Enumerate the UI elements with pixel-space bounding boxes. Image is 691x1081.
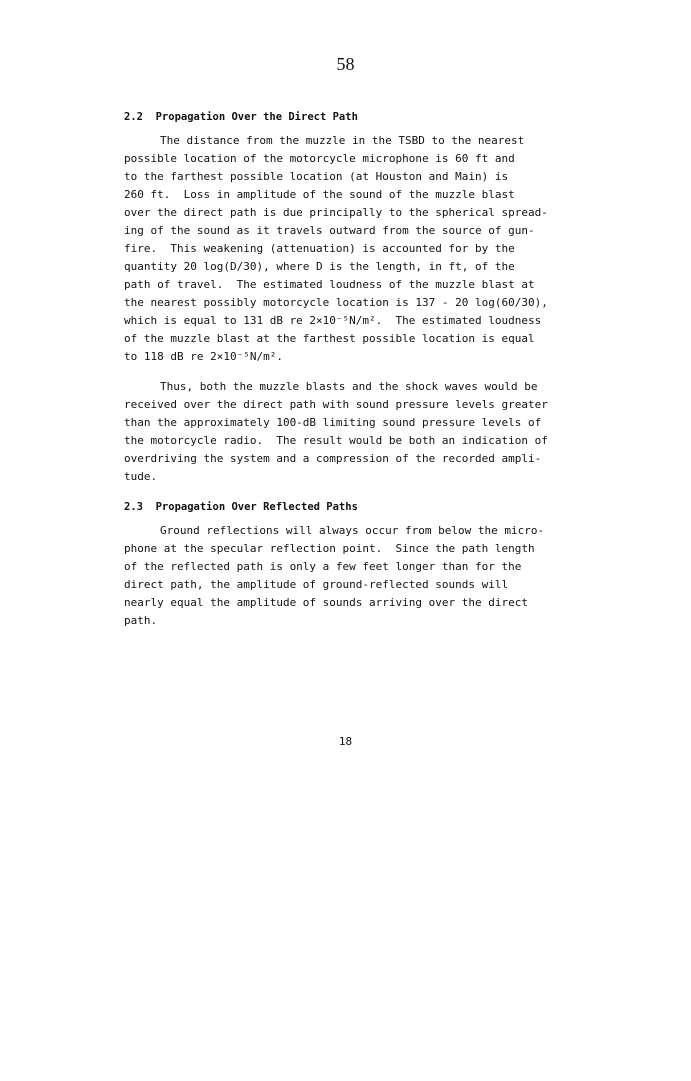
text-line: direct path, the amplitude of ground-reflected sounds will: [124, 578, 509, 591]
text-line: Thus, both the muzzle blasts and the shock waves would be: [160, 380, 538, 393]
section-heading: 2.2 Propagation Over the Direct Path: [124, 111, 358, 123]
paragraph: [124, 378, 594, 486]
text-line: nearly equal the amplitude of sounds arriving over the direct: [124, 596, 528, 609]
text-line: to the farthest possible location (at Houston and Main) is: [124, 170, 509, 183]
text-line: of the reflected path is only a few feet longer than for the: [124, 560, 522, 573]
paragraph: [124, 522, 594, 630]
text-line: quantity 20 log(D/30), where D is the length, in ft, of the: [124, 260, 515, 273]
text-line: the nearest possibly motorcycle location is 137 - 20 log(60/30),: [124, 296, 548, 309]
text-line: of the muzzle blast at the farthest possible location is equal: [124, 332, 535, 345]
document-body: [124, 108, 594, 630]
section-2-2: [124, 108, 594, 486]
archive-page-number: 58: [336, 54, 355, 74]
text-line: fire. This weakening (attenuation) is accounted for by the: [124, 242, 515, 255]
text-line: 260 ft. Loss in amplitude of the sound of the muzzle blast: [124, 188, 515, 201]
document-page-number: 18: [338, 735, 353, 748]
text-line: tude.: [124, 470, 158, 483]
text-line: path of travel. The estimated loudness of the muzzle blast at: [124, 278, 535, 291]
text-line: path.: [124, 614, 158, 627]
section-2-3: [124, 498, 594, 630]
text-line: Ground reflections will always occur from below the micro-: [160, 524, 545, 537]
text-line: to 118 dB re 2×10⁻⁵N/m².: [124, 350, 283, 363]
text-line: over the direct path is due principally to the spherical spread-: [124, 206, 548, 219]
text-line: ing of the sound as it travels outward from the source of gun-: [124, 224, 535, 237]
text-line: the motorcycle radio. The result would be both an indication of: [124, 434, 548, 447]
text-line: overdriving the system and a compression of the recorded ampli-: [124, 452, 542, 465]
text-line: phone at the specular reflection point. Since the path length: [124, 542, 535, 555]
section-heading: 2.3 Propagation Over Reflected Paths: [124, 501, 358, 513]
text-line: which is equal to 131 dB re 2×10⁻⁵N/m². The estimated loudness: [124, 314, 542, 327]
text-line: The distance from the muzzle in the TSBD to the nearest: [160, 134, 525, 147]
text-line: received over the direct path with sound pressure levels greater: [124, 398, 548, 411]
text-line: than the approximately 100-dB limiting sound pressure levels of: [124, 416, 542, 429]
paragraph: [124, 132, 594, 366]
text-line: possible location of the motorcycle microphone is 60 ft and: [124, 152, 515, 165]
